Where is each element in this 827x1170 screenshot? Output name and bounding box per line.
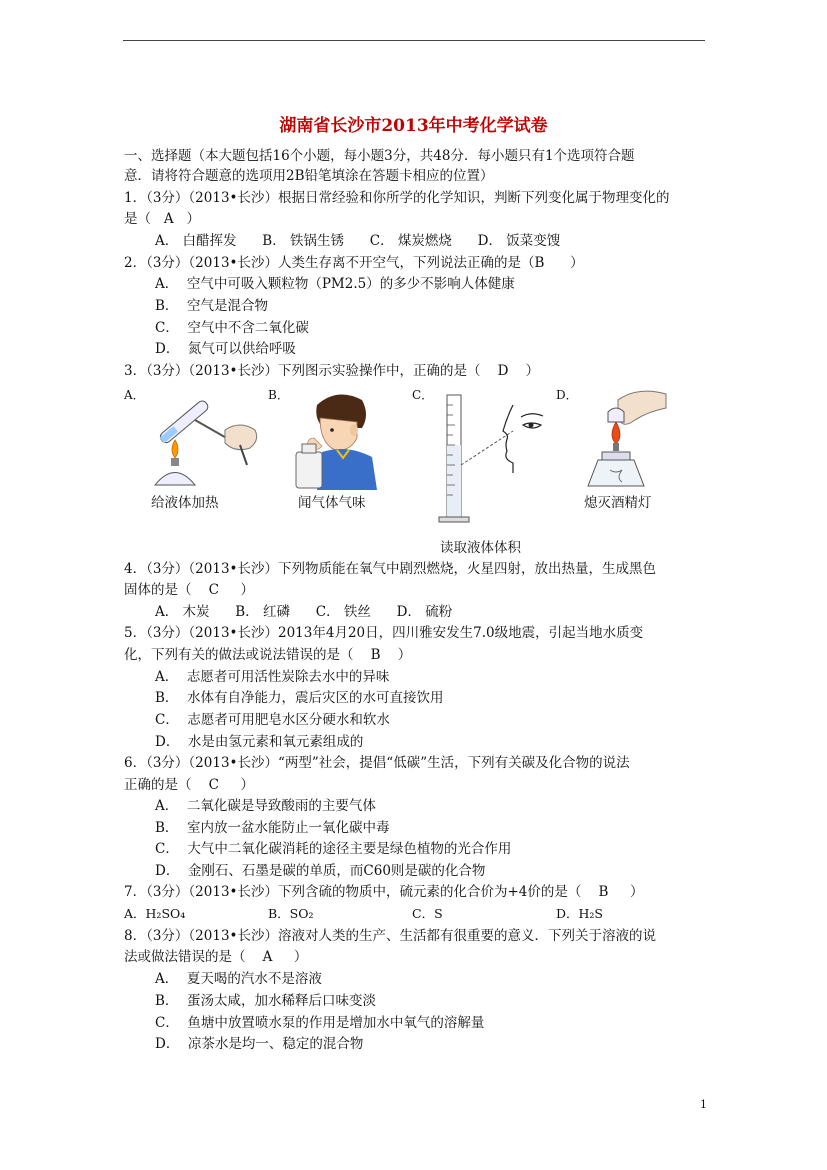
q5-option-b: B． 水体有自净能力，震后灾区的水可直接饮用	[155, 690, 444, 706]
q8-option-c: C． 鱼塘中放置喷水泵的作用是增加水中氧气的溶解量	[155, 1015, 485, 1031]
q8-option-b: B． 蛋汤太咸，加水稀释后口味变淡	[155, 993, 377, 1009]
q3-label-c: C．	[412, 388, 434, 402]
q3-caption-d: 熄灭酒精灯	[584, 495, 652, 511]
q3-label-b: B．	[268, 388, 289, 402]
q7-option-d: D．H₂S	[556, 906, 603, 921]
q2-stem: 2．（3分）（2013•长沙）人类生存离不开空气，下列说法正确的是（B ）	[124, 255, 584, 271]
q7-option-b: B．SO₂	[268, 906, 314, 921]
section-heading-line1: 一、选择题（本大题包括16个小题，每小题3分，共48分．每小题只有1个选项符合题	[124, 148, 635, 164]
q3-caption-c: 读取液体体积	[440, 540, 521, 556]
q4-options: A． 木炭 B． 红磷 C． 铁丝 D． 硫粉	[155, 604, 453, 620]
q1-stem-line1: 1．（3分）（2013•长沙）根据日常经验和你所学的化学知识，判断下列变化属于物理变化的	[124, 190, 670, 206]
page-title: 湖南省长沙市2013年中考化学试卷	[279, 116, 548, 136]
q1-stem-line2: 是（ A ）	[124, 211, 200, 227]
q6-stem-line2: 正确的是（ C ）	[124, 777, 254, 793]
q4-stem-line1: 4．（3分）（2013•长沙）下列物质能在氧气中剧烈燃烧，火星四射，放出热量，生成黑色	[124, 561, 656, 577]
smelling-gas-figure	[292, 390, 377, 490]
graduated-cylinder-figure	[435, 385, 550, 530]
q5-stem-line1: 5．（3分）（2013•长沙）2013年4月20日，四川雅安发生7.0级地震，引起当地水质变	[124, 625, 644, 641]
q7-option-c: C．S	[412, 906, 443, 921]
q5-option-d: D． 水是由氢元素和氧元素组成的	[155, 734, 364, 750]
q2-option-d: D． 氮气可以供给呼吸	[155, 341, 296, 357]
q8-stem-line1: 8．（3分）（2013•长沙）溶液对人类的生产、生活都有很重要的意义．下列关于溶液的说	[124, 928, 656, 944]
section-heading-line2: 意．请将符合题意的选项用2B铅笔填涂在答题卡相应的位置）	[124, 168, 494, 184]
alcohol-lamp-figure	[578, 388, 670, 490]
q7-option-a: A．H₂SO₄	[124, 906, 186, 921]
q6-option-a: A． 二氧化碳是导致酸雨的主要气体	[155, 798, 376, 814]
q2-option-c: C． 空气中不含二氧化碳	[155, 320, 309, 336]
heating-liquid-figure	[145, 390, 265, 490]
page-number: 1	[700, 1098, 707, 1111]
q8-option-d: D． 凉茶水是均一、稳定的混合物	[155, 1036, 364, 1052]
q5-option-c: C． 志愿者可用肥皂水区分硬水和软水	[155, 712, 390, 728]
q3-stem: 3．（3分）（2013•长沙）下列图示实验操作中，正确的是（ D ）	[124, 363, 540, 379]
q6-stem-line1: 6．（3分）（2013•长沙）“两型”社会，提倡“低碳”生活，下列有关碳及化合物的说法	[124, 755, 630, 771]
q3-caption-a: 给液体加热	[151, 495, 219, 511]
q6-option-b: B． 室内放一盆水能防止一氧化碳中毒	[155, 820, 390, 836]
q8-option-a: A． 夏天喝的汽水不是溶液	[155, 971, 322, 987]
q5-stem-line2: 化，下列有关的做法或说法错误的是（ B ）	[124, 647, 412, 663]
q3-label-a: A．	[124, 388, 145, 402]
q8-stem-line2: 法或做法错误的是（ A ）	[124, 949, 308, 965]
q7-stem: 7．（3分）（2013•长沙）下列含硫的物质中，硫元素的化合价为+4价的是（ B ）	[124, 884, 644, 900]
q2-option-a: A． 空气中可吸入颗粒物（PM2.5）的多少不影响人体健康	[155, 276, 515, 292]
q4-stem-line2: 固体的是（ C ）	[124, 582, 254, 598]
q6-option-c: C． 大气中二氧化碳消耗的途径主要是绿色植物的光合作用	[155, 841, 512, 857]
q3-label-d: D．	[556, 388, 578, 402]
q6-option-d: D． 金刚石、石墨是碳的单质，而C60则是碳的化合物	[155, 863, 486, 879]
q1-options: A． 白醋挥发 B． 铁锅生锈 C． 煤炭燃烧 D． 饭菜变馊	[155, 233, 561, 249]
header-rule	[123, 40, 705, 41]
q5-option-a: A． 志愿者可用活性炭除去水中的异味	[155, 669, 390, 685]
q2-option-b: B． 空气是混合物	[155, 298, 269, 314]
q3-caption-b: 闻气体气味	[298, 495, 366, 511]
